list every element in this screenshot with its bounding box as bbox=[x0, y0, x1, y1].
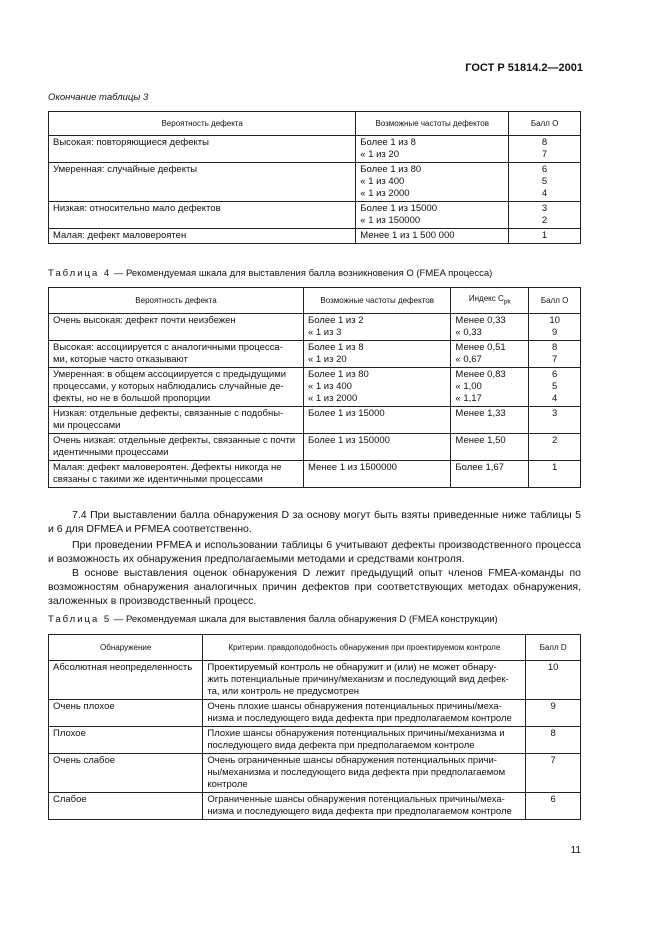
table4-cell-index bbox=[451, 407, 529, 434]
cell-line: 2 bbox=[541, 215, 548, 226]
cell-line: связаны с такими же идентичными процессами bbox=[53, 474, 263, 485]
table3-header-score: Балл О bbox=[509, 112, 581, 136]
cell-line: фекты, но не в большой пропорции bbox=[53, 393, 211, 404]
cell-line: Плохие шансы обнаружения потенциальных причины/механизма и bbox=[207, 728, 505, 739]
cell-line: 6 bbox=[541, 164, 548, 175]
table5-cell-criteria bbox=[203, 727, 526, 754]
table5-cell-score: 10 bbox=[526, 661, 581, 700]
table4-cell-score bbox=[529, 407, 581, 434]
table4-header-index-subscript: pk bbox=[503, 298, 511, 306]
table4-header-index bbox=[451, 288, 529, 314]
table4-cell-index bbox=[451, 434, 529, 461]
table4-cell-score bbox=[529, 461, 581, 488]
paragraph-7-4: 7.4 При выставлении балла обнаружения D за основу могут быть взяты приведенные ниже таблицы 5 и 6 для DFMEA и PFMEA соответственно. bbox=[48, 509, 581, 535]
cell-line: 9 bbox=[551, 327, 558, 338]
cell-line: 2 bbox=[551, 435, 558, 446]
table5-caption-label: Таблица 5 bbox=[48, 614, 112, 625]
cell-line: Более 1,67 bbox=[455, 462, 504, 473]
cell-line: жить потенциальные причину/механизм и последующий вид дефек- bbox=[207, 674, 509, 685]
table5-caption-text: — Рекомендуемая шкала для выставления балла обнаружения D (FMEA конструкции) bbox=[111, 614, 498, 625]
table-row bbox=[49, 368, 581, 407]
table5-cell-criteria bbox=[203, 700, 526, 727]
cell-line: 5 bbox=[551, 381, 558, 392]
table4-cell-probability bbox=[49, 434, 304, 461]
cell-line: 8 bbox=[541, 137, 548, 148]
cell-line: ми, которые часто отказывают bbox=[53, 354, 188, 365]
cell-line: « 1 из 3 bbox=[307, 327, 342, 338]
document-number: ГОСТ Р 51814.2—2001 bbox=[465, 62, 583, 74]
cell-line: 8 bbox=[551, 342, 558, 353]
table3-header-frequency: Возможные частоты дефектов bbox=[356, 112, 509, 136]
table4-cell-score bbox=[529, 368, 581, 407]
table-row bbox=[49, 202, 581, 229]
cell-line: Низкая: отдельные дефекты, связанные с подобны- bbox=[53, 408, 284, 419]
cell-line: Более 1 из 2 bbox=[307, 315, 364, 326]
cell-line: Менее 0,51 bbox=[455, 342, 506, 353]
cell-line: 4 bbox=[551, 393, 558, 404]
cell-line: Менее 1 из 1500000 bbox=[307, 462, 397, 473]
table4-cell-frequency bbox=[303, 407, 450, 434]
table5-header-criteria: Критерии. правдоподобность обнаружения при проектируемом контроле bbox=[203, 635, 526, 661]
cell-line: Малая: дефект маловероятен. Дефекты никогда не bbox=[53, 462, 282, 473]
table3 bbox=[48, 111, 581, 244]
table5-cell-detection: Плохое bbox=[49, 727, 203, 754]
cell-line: Более 1 из 15000 bbox=[360, 203, 437, 214]
table4-cell-frequency bbox=[303, 461, 450, 488]
table4-header-index-label: Индекс C bbox=[468, 293, 504, 303]
cell-line: « 0,67 bbox=[455, 354, 482, 365]
table3-cell-probability: Малая: дефект маловероятен bbox=[49, 229, 356, 244]
cell-line: Более 1 из 15000 bbox=[307, 408, 385, 419]
cell-line: « 1 из 20 bbox=[360, 149, 399, 160]
table-row bbox=[49, 793, 581, 820]
table3-cell-score bbox=[509, 202, 581, 229]
table5-cell-score: 8 bbox=[526, 727, 581, 754]
table5-cell-criteria bbox=[203, 793, 526, 820]
cell-line: 10 bbox=[549, 315, 560, 326]
cell-line: Очень высокая: дефект почти неизбежен bbox=[53, 315, 236, 326]
cell-line: 7 bbox=[551, 354, 558, 365]
table-row bbox=[49, 136, 581, 163]
table4-header-score: Балл О bbox=[529, 288, 581, 314]
cell-line: « 1,17 bbox=[455, 393, 482, 404]
cell-line: 1 bbox=[541, 230, 548, 241]
cell-line: Более 1 из 8 bbox=[360, 137, 416, 148]
table3-header-probability: Вероятность дефекта bbox=[49, 112, 356, 136]
table-row bbox=[49, 314, 581, 341]
table-row bbox=[49, 229, 581, 244]
cell-line: 7 bbox=[541, 149, 548, 160]
cell-line: Более 1 из 150000 bbox=[307, 435, 390, 446]
table4-cell-score bbox=[529, 434, 581, 461]
table5-cell-criteria bbox=[203, 754, 526, 793]
cell-line: Более 1 из 80 bbox=[307, 369, 369, 380]
cell-line: « 1 из 2000 bbox=[360, 188, 410, 199]
table4-caption bbox=[48, 268, 492, 279]
table4-header-probability: Вероятность дефекта bbox=[49, 288, 304, 314]
cell-line: процессами, у которых наблюдались случайные де- bbox=[53, 381, 284, 392]
table3-cell-frequency bbox=[356, 229, 509, 244]
cell-line: Менее 1,33 bbox=[455, 408, 506, 419]
table4-cell-probability bbox=[49, 407, 304, 434]
cell-line: контроле bbox=[207, 779, 248, 790]
cell-line: Очень плохие шансы обнаружения потенциальных причины/меха- bbox=[207, 701, 502, 712]
table-row bbox=[49, 341, 581, 368]
cell-line: Менее 0,83 bbox=[455, 369, 506, 380]
table-row bbox=[49, 727, 581, 754]
table4-cell-probability bbox=[49, 368, 304, 407]
table4-cell-frequency bbox=[303, 341, 450, 368]
cell-line: 6 bbox=[551, 369, 558, 380]
page-number: 11 bbox=[570, 845, 581, 856]
table3-cell-score bbox=[509, 163, 581, 202]
table3-cell-frequency bbox=[356, 163, 509, 202]
table5-cell-detection: Очень плохое bbox=[49, 700, 203, 727]
cell-line: « 0,33 bbox=[455, 327, 482, 338]
table3-continuation-label: Окончание таблицы 3 bbox=[48, 92, 149, 103]
cell-line: Менее 1,50 bbox=[455, 435, 506, 446]
cell-line: « 1 из 400 bbox=[360, 176, 405, 187]
table4-cell-score bbox=[529, 314, 581, 341]
table5-cell-detection: Абсолютная неопределенность bbox=[49, 661, 203, 700]
table4-caption-label: Таблица 4 bbox=[48, 268, 112, 279]
cell-line: Умеренная: в общем ассоциируется с предыдущими bbox=[53, 369, 287, 380]
paragraph-pfmea: При проведении PFMEA и использовании таблицы 6 учитывают дефекты производственного процесса и возможность их обнаружения предполагаемыми методами и средствами контроля. bbox=[48, 539, 581, 565]
cell-line: 4 bbox=[541, 188, 548, 199]
table5-header-score: Балл D bbox=[526, 635, 581, 661]
cell-line: 5 bbox=[541, 176, 548, 187]
table3-cell-score bbox=[509, 136, 581, 163]
cell-line: « 1 из 150000 bbox=[360, 215, 421, 226]
table5-header-detection: Обнаружение bbox=[49, 635, 203, 661]
cell-line: « 1 из 400 bbox=[307, 381, 352, 392]
table4-caption-text: — Рекомендуемая шкала для выставления балла возникновения О (FMEA процесса) bbox=[111, 268, 493, 279]
table4-cell-index bbox=[451, 341, 529, 368]
table-row bbox=[49, 163, 581, 202]
table3-cell-probability: Умеренная: случайные дефекты bbox=[49, 163, 356, 202]
table3-cell-probability: Низкая: относительно мало дефектов bbox=[49, 202, 356, 229]
cell-line: 3 bbox=[551, 408, 558, 419]
table4-cell-frequency bbox=[303, 368, 450, 407]
table3-cell-frequency bbox=[356, 202, 509, 229]
table4-header-frequency: Возможные частоты дефектов bbox=[303, 288, 450, 314]
table5-cell-detection: Слабое bbox=[49, 793, 203, 820]
cell-line: последующего вида дефекта при предполагаемом контроле bbox=[207, 740, 475, 751]
cell-line: низма и последующего вида дефекта при предполагаемом контроле bbox=[207, 806, 512, 817]
cell-line: « 1 из 20 bbox=[307, 354, 347, 365]
table-row bbox=[49, 434, 581, 461]
cell-line: 1 bbox=[551, 462, 558, 473]
table4-cell-frequency bbox=[303, 314, 450, 341]
table-row bbox=[49, 754, 581, 793]
table4-cell-probability bbox=[49, 461, 304, 488]
cell-line: ны/механизма и последующего вида дефекта при предполагаемом bbox=[207, 767, 506, 778]
table4-cell-index bbox=[451, 314, 529, 341]
table4-cell-score bbox=[529, 341, 581, 368]
table5-cell-criteria bbox=[203, 661, 526, 700]
table4-cell-probability bbox=[49, 341, 304, 368]
cell-line: Очень низкая: отдельные дефекты, связанные с почти bbox=[53, 435, 296, 446]
cell-line: низма и последующего вида дефекта при предполагаемом контроле bbox=[207, 713, 512, 724]
cell-line: Ограниченные шансы обнаружения потенциальных причины/меха- bbox=[207, 794, 505, 805]
cell-line: « 1,00 bbox=[455, 381, 482, 392]
cell-line: идентичными процессами bbox=[53, 447, 169, 458]
table4 bbox=[48, 287, 581, 488]
cell-line: 3 bbox=[541, 203, 548, 214]
cell-line: Проектируемый контроль не обнаружит и (или) не может обнару- bbox=[207, 662, 497, 673]
cell-line: « 1 из 2000 bbox=[307, 393, 358, 404]
paragraph-detection-basis: В основе выставления оценок обнаружения D лежит предыдущий опыт членов FMEA-команды по возможностям обнаружения аналогичных причин дефектов при соответствующих методах обнаружения, заложенных в производственный процесс. bbox=[48, 567, 581, 607]
cell-line: Более 1 из 80 bbox=[360, 164, 422, 175]
cell-line: ми процессами bbox=[53, 420, 121, 431]
table-row bbox=[49, 461, 581, 488]
table5-caption bbox=[48, 614, 498, 625]
cell-line: Более 1 из 8 bbox=[307, 342, 364, 353]
cell-line: Очень ограниченные шансы обнаружения потенциальных причи- bbox=[207, 755, 497, 766]
table4-cell-frequency bbox=[303, 434, 450, 461]
table5-cell-score: 9 bbox=[526, 700, 581, 727]
table5-cell-score: 6 bbox=[526, 793, 581, 820]
cell-line: та, или контроль не предусмотрен bbox=[207, 686, 359, 697]
cell-line: Менее 0,33 bbox=[455, 315, 506, 326]
cell-line: Высокая: ассоциируется с аналогичными процесса- bbox=[53, 342, 283, 353]
table3-cell-frequency bbox=[356, 136, 509, 163]
table-row bbox=[49, 700, 581, 727]
table4-cell-index bbox=[451, 368, 529, 407]
table4-cell-probability bbox=[49, 314, 304, 341]
table3-cell-score bbox=[509, 229, 581, 244]
table4-cell-index bbox=[451, 461, 529, 488]
table-row bbox=[49, 407, 581, 434]
table5-cell-detection: Очень слабое bbox=[49, 754, 203, 793]
cell-line: Менее 1 из 1 500 000 bbox=[360, 230, 455, 241]
table5-cell-score: 7 bbox=[526, 754, 581, 793]
table5 bbox=[48, 634, 581, 820]
table-row bbox=[49, 661, 581, 700]
table3-cell-probability: Высокая: повторяющиеся дефекты bbox=[49, 136, 356, 163]
